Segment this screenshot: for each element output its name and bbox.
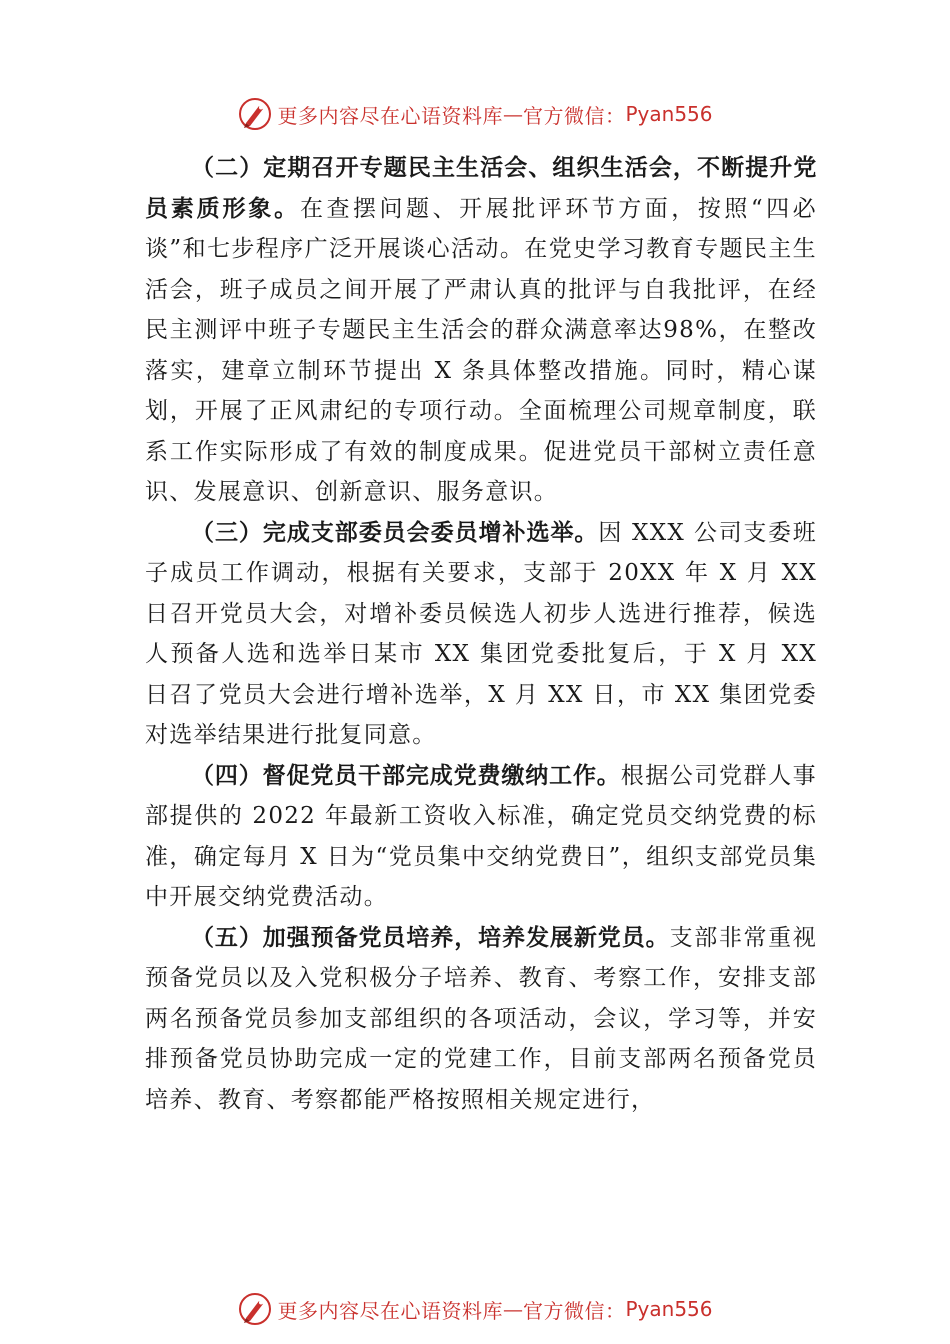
- paragraph-text: 在查摆问题、开展批评环节方面，按照“四必谈”和七步程序广泛开展谈心活动。在党史学习教育专题民主生活会，班子成员之间开展了严肃认真的批评与自我批评，在经民主测评中班子专题民主生活会的群众满意率达98%，在整改落实，建章立制环节提出 X 条具体整改措施。同时，精心谋划，开展了正风肃纪的专项行动。全面梳理公司规章制度，联系工作实际形成了有效的制度成果。促进党员干部树立责任意识、发展意识、创新意识、服务意识。: [145, 195, 817, 505]
- document-body: [145, 148, 817, 1120]
- paragraph-5: [145, 918, 817, 1121]
- paragraph-4: [145, 756, 817, 918]
- watermark-separator: —: [502, 102, 523, 126]
- paragraph-heading: （四）督促党员干部完成党费缴纳工作。: [191, 762, 621, 789]
- watermark-separator: —: [502, 1297, 523, 1321]
- paragraph-heading: （五）加强预备党员培养，培养发展新党员。: [191, 924, 670, 951]
- pen-logo-icon: [237, 1291, 273, 1327]
- paragraph-2: [145, 148, 817, 513]
- paragraph-heading: （二）定期召开专题民主生活会、组织生活会，不断提升党员素质形象。: [145, 155, 817, 222]
- watermark-wechat-id: Pyan556: [625, 102, 713, 126]
- pen-logo-icon: [237, 96, 273, 132]
- paragraph-heading: （三）完成支部委员会委员增补选举。: [191, 519, 599, 546]
- paragraph-3: [145, 513, 817, 756]
- watermark-wechat-label: 官方微信：: [522, 103, 626, 128]
- paragraph-text: 支部非常重视预备党员以及入党积极分子培养、教育、考察工作，安排支部两名预备党员参加支部组织的各项活动，会议，学习等，并安排预备党员协助完成一定的党建工作，目前支部两名预备党员培养、教育、考察都能严格按照相关规定进行，: [145, 924, 817, 1113]
- watermark-wechat-id: Pyan556: [625, 1297, 713, 1321]
- paragraph-text: 因 XXX 公司支委班子成员工作调动，根据有关要求，支部于 20XX 年 X 月 XX 日召开党员大会，对增补委员候选人初步人选进行推荐，候选人预备人选和选举日某市 XX 集团党委批复后，于 X 月 XX 日召了党员大会进行增补选举，X 月 XX 日，市 XX 集团党委对选举结果进行批复同意。: [145, 519, 818, 748]
- watermark-brand: 更多内容尽在心语资料库: [277, 103, 503, 128]
- paragraph-text: 根据公司党群人事部提供的 2022 年最新工资收入标准，确定党员交纳党费的标准，确定每月 X 日为“党员集中交纳党费日”，组织支部党员集中开展交纳党费活动。: [145, 762, 817, 910]
- footer-watermark: [0, 1289, 950, 1329]
- watermark-brand: 更多内容尽在心语资料库: [277, 1298, 503, 1323]
- watermark-wechat-label: 官方微信：: [522, 1298, 626, 1323]
- header-watermark: [0, 94, 950, 134]
